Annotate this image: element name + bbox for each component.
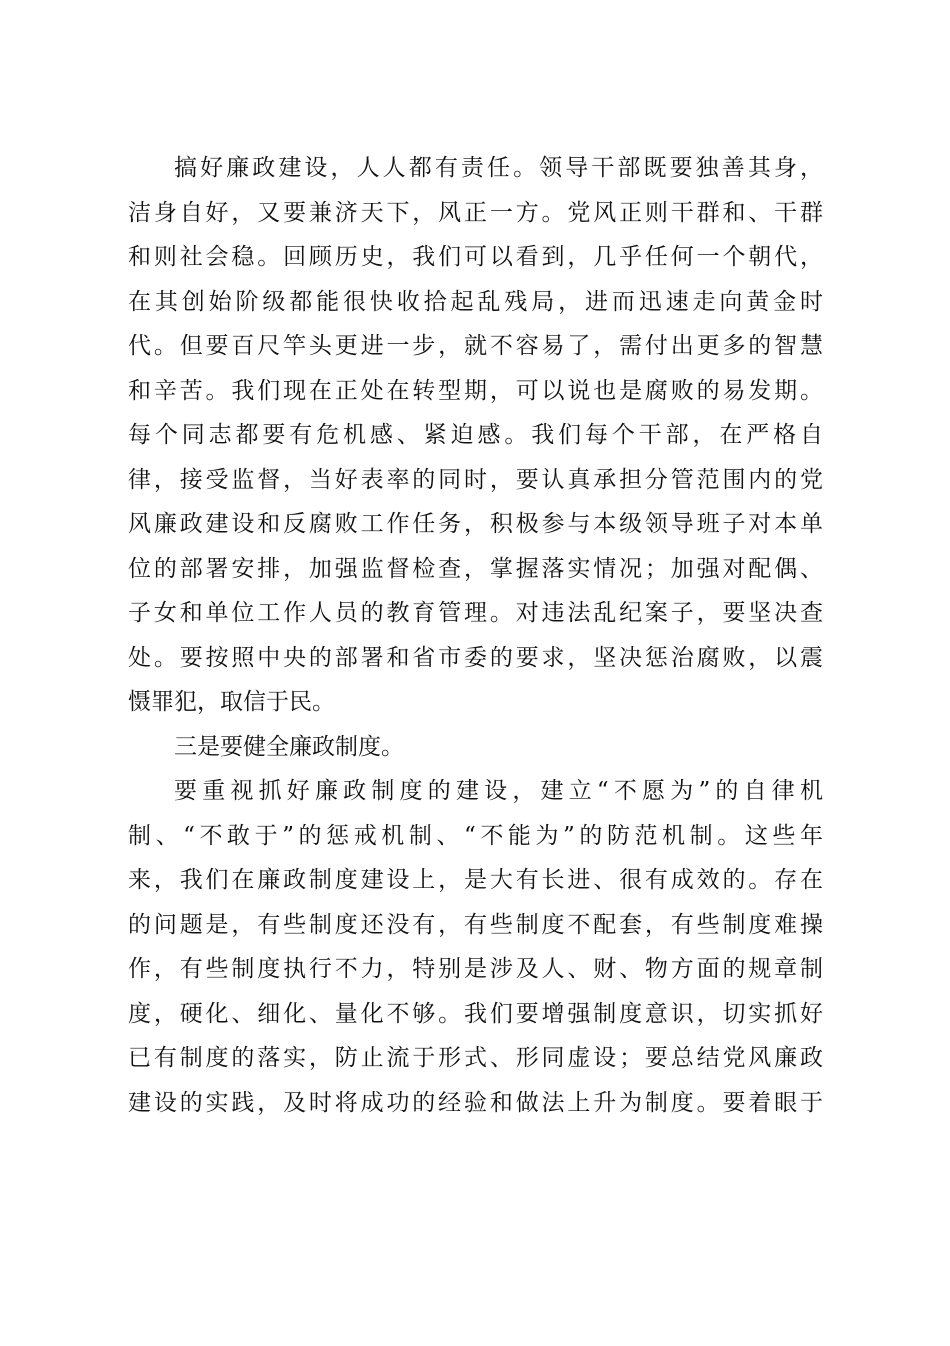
text-line: 洁身自好，又要兼济天下，风正一方。党风正则干群和、干群 <box>128 199 823 226</box>
text-line: 已有制度的落实，防止流于形式、形同虚设；要总结党风廉政 <box>128 1045 823 1071</box>
text-line: 代。但要百尺竿头更进一步，就不容易了，需付出更多的智慧 <box>128 333 823 359</box>
text-line: 来，我们在廉政制度建设上，是大有长进、很有成效的。存在 <box>128 867 823 893</box>
text-line: 度，硬化、细化、量化不够。我们要增强制度意识，切实抓好 <box>128 1000 823 1027</box>
text-line: 风廉政建设和反腐败工作任务，积极参与本级领导班子对本单 <box>128 511 823 537</box>
text-line: 和辛苦。我们现在正处在转型期，可以说也是腐败的易发期。 <box>128 377 823 404</box>
paragraph-1 <box>128 146 823 725</box>
text-line: 在其创始阶级都能很快收拾起乱残局，进而迅速走向黄金时 <box>128 288 823 315</box>
text-line: 建设的实践，及时将成功的经验和做法上升为制度。要着眼于 <box>128 1089 823 1116</box>
text-line: 和则社会稳。回顾历史，我们可以看到，几乎任何一个朝代， <box>128 244 823 270</box>
text-line: 子女和单位工作人员的教育管理。对违法乱纪案子，要坚决查 <box>128 600 823 626</box>
text-line: 搞好廉政建设，人人都有责任。领导干部既要独善其身， <box>174 155 823 181</box>
text-line: 慑罪犯，取信于民。 <box>128 689 335 715</box>
text-line: 处。要按照中央的部署和省市委的要求，坚决惩治腐败，以震 <box>128 644 823 671</box>
text-line: 要重视抓好廉政制度的建设，建立“不愿为”的自律机 <box>174 778 823 804</box>
paragraph-3 <box>128 769 823 1125</box>
paragraph-2 <box>128 725 823 770</box>
text-line: 制、“不敢于”的惩戒机制、“不能为”的防范机制。这些年 <box>128 822 823 849</box>
section-heading: 三是要健全廉政制度。 <box>174 733 404 760</box>
document-body <box>128 146 823 1125</box>
text-line: 每个同志都要有危机感、紧迫感。我们每个干部，在严格自 <box>128 422 823 448</box>
text-line: 位的部署安排，加强监督检查，掌握落实情况；加强对配偶、 <box>128 555 823 582</box>
text-line: 律，接受监督，当好表率的同时，要认真承担分管范围内的党 <box>128 466 823 493</box>
text-line: 作，有些制度执行不力，特别是涉及人、财、物方面的规章制 <box>128 956 823 982</box>
text-line: 的问题是，有些制度还没有，有些制度不配套，有些制度难操 <box>128 911 823 938</box>
